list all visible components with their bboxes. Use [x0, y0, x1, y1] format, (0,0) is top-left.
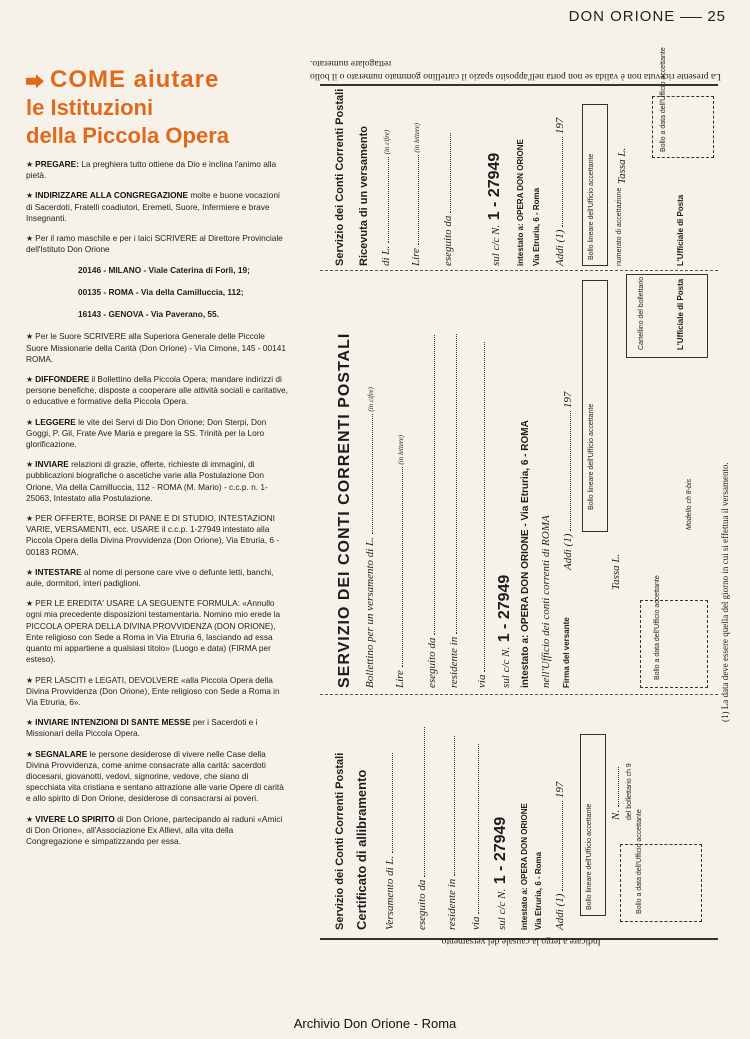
paragraph-inviare: ★ INVIARE relazioni di grazie, offerte, richieste di immagini, di pubblicazioni biografiche o ascetiche varie alla Postulazione Don Orione, Via della Camilluccia, 112 - ROMA (M. Mario) - c.c.p. n. 1-25063, Intestato alla Postulazione.: [26, 459, 268, 503]
certificato-address: Via Etruria, 6 - Roma: [534, 851, 543, 930]
receipt-numerato: numerato di accettazione: [616, 187, 623, 266]
star-icon: ★: [26, 160, 34, 169]
receipt-tassa: Tassa L.: [616, 147, 628, 184]
star-icon: ★: [26, 191, 34, 201]
archive-footer: Archivio Don Orione - Roma: [293, 1016, 457, 1031]
certificato-service: Servizio dei Conti Correnti Postali: [334, 752, 346, 930]
bollettino-tassa: Tassa L.: [610, 553, 622, 590]
bollettino-via: via: [476, 342, 488, 688]
header-section: DON ORIONE: [568, 8, 676, 25]
star-icon: ★: [26, 460, 34, 470]
bollettino-title: SERVIZIO DEI CONTI CORRENTI POSTALI: [336, 332, 353, 688]
certificato-residente: residente in: [446, 736, 458, 930]
paragraph-segnalare: ★ SEGNALARE le persone desiderose di vivere nelle Case della Divina Provvidenza, come anime consacrate alla carità: sacerdoti diocesani, giovanotti, vedovi, signorine, vedove, che siano di specchiata vita cristiana e sentano attrazione alle varie Opere di carità e allo spirito di Don Orione, desiderose di consacrarsi ai poveri.: [26, 748, 284, 804]
page-number: 25: [707, 8, 726, 25]
star-icon: ★: [26, 417, 34, 427]
star-icon: ★: [26, 567, 34, 577]
star-icon: ★: [26, 599, 34, 609]
star-icon: ★: [26, 514, 34, 524]
article-title: [26, 66, 288, 150]
paragraph-suore: ★ Per le Suore SCRIVERE alla Superiora Generale delle Piccole Suore Missionarie della Carità (Don Orione) - Via Cimone, 145 - 00141 ROMA.: [26, 331, 286, 364]
paragraph-leggere: ★ LEGGERE le vite dei Servi di Dio Don Orione; Don Sterpi, Don Goggi, P. Gil, Frate Ave Maria e pregare la SS. Trinità per la Loro glorificazione.: [26, 416, 267, 450]
receipt-intestato: intestato a: OPERA DON ORIONE: [516, 139, 525, 266]
form-bottom-note: Indicare a tergo la causale del versamento.: [439, 936, 601, 946]
page-header: [569, 8, 726, 25]
star-icon: ★: [26, 814, 34, 824]
title-line-2: le Istituzioni: [26, 95, 154, 120]
bollettino-bollo-lineare-box: [582, 280, 608, 532]
bollettino-bollo-lineare: Bollo lineare dell'Ufficio accettante: [588, 403, 595, 510]
bollettino-bollo-data-box: [640, 600, 708, 688]
paragraph-messe: ★ INVIARE INTENZIONI DI SANTE MESSE per i Sacerdoti e i Missionari della Piccola Opera.: [26, 717, 258, 739]
bollettino-bollo-data: Bollo a data dell'Ufficio accettante: [654, 575, 661, 680]
paragraph-eredita: ★ PER LE EREDITA' USARE LA SEGUENTE FORMULA: «Annullo ogni mia precedente disposizioni testamentaria. Nomino mio erede la PICCOLA OPERA DELLA DIVINA PROVVIDENZA (DON ORIONE), Ente religioso con Sede a Roma in Via Etruria 6, lasciando ad essa quanto mi appartiene a qualsiasi titolo» (Luogo e data) (FIRMA per esteso).: [26, 598, 281, 665]
address-roma: 00135 - ROMA - Via della Camilluccia, 112;: [78, 287, 244, 298]
bollettino-eseguito: eseguito da: [426, 335, 438, 688]
receipt-addi: Addì (1) 197: [554, 117, 566, 266]
bollettino-intestato: intestato a: OPERA DON ORIONE - Via Etruria, 6 - ROMA: [520, 420, 531, 688]
form-top-note: La presente ricevuta non è valida se non porta nell'apposito spazio il cartellino gommato numerato o il bollo rettagolare numerato.: [310, 58, 721, 81]
paragraph-indirizzare: ★ INDIRIZZARE ALLA CONGREGAZIONE molte e buone vocazioni di Sacerdoti, Fratelli coadiutori, Eremeti, Suore, Infermiere e brave Insegnanti.: [26, 190, 280, 223]
certificato-bollo-lineare-box: [580, 734, 606, 916]
paragraph-vivere: ★ VIVERE LO SPIRITO di Don Orione, partecipando ai raduni «Amici di Don Orione», all'Associazione Ex Allievi, alla vita della Congregazione e simpatizzando per essa.: [26, 813, 283, 846]
bollettino-ccp: sul c/c N. 1 - 27949: [496, 574, 513, 688]
certificato-eseguito: eseguito da: [416, 727, 428, 930]
receipt-amount-label: di L. (in cifre): [380, 129, 392, 266]
star-icon: ★: [26, 675, 34, 685]
certificato-bollo-data-box: [620, 844, 702, 922]
bollettino-firma: Firma del versante: [562, 617, 571, 688]
receipt-ccp: sul c/c N. 1 - 27949: [486, 152, 503, 266]
receipt-bollo-data: Bollo a data dell'Ufficio accettante: [660, 47, 667, 152]
address-genova: 16143 - GENOVA - Via Paverano, 55.: [78, 309, 219, 320]
certificato-addi: Addì (1) 197: [554, 781, 566, 930]
header-rule: [680, 17, 702, 18]
bollettino-section: [320, 270, 718, 695]
star-icon: ★: [26, 332, 34, 342]
bollettino-lire: Lire (in lettere): [394, 435, 406, 688]
paragraph-intestare: ★ INTESTARE al nome di persone care vive o defunte letti, banchi, aule, dormitori, interi padiglioni.: [26, 566, 274, 589]
address-list: [78, 265, 288, 320]
certificato-versamento: Versamento di L.: [384, 753, 396, 930]
certificato-del-bollettario: del bollettario ch 9: [626, 763, 633, 820]
certificato-n: N.: [610, 767, 622, 820]
paragraph-scrivere: ★ Per il ramo maschile e per i laici SCRIVERE al Direttore Provinciale dell'Istituto Don Orione: [26, 233, 283, 255]
certificato-bollo-data: Bollo a data dell'Ufficio accettante: [636, 809, 643, 914]
certificato-bollo-lineare: Bollo lineare dell'Ufficio accettante: [586, 803, 593, 910]
star-icon: ★: [26, 234, 34, 244]
paragraph-pregare: ★ PREGARE: La preghiera tutto ottiene da Dio e inclina l'animo alla pietà.: [26, 159, 277, 181]
receipt-eseguito-label: eseguito da: [442, 133, 454, 266]
star-icon: ★: [26, 718, 34, 728]
receipt-address: Via Etruria, 6 - Roma: [532, 187, 541, 266]
bollettino-ufficio: nell'Ufficio dei conti correnti di ROMA: [540, 515, 552, 688]
bollettino-addi: Addì (1) 197: [562, 391, 574, 570]
receipt-bollo-lineare-box: [582, 104, 608, 266]
certificato-section: [320, 694, 718, 936]
paragraph-offerte: ★ PER OFFERTE, BORSE DI PANE E DI STUDIO, INTESTAZIONI VARIE, VERSAMENTI, ecc. USARE il c.c.p. 1-27949 intestato alla Piccola Opera della Divina Provvidenza (Don Orione), Via Etruria, 6 - 00183 ROMA.: [26, 513, 280, 557]
receipt-service: Servizio dei Conti Correnti Postali: [334, 88, 346, 266]
title-line-1: COME aiutare: [50, 66, 220, 93]
certificato-title: Certificato di allibramento: [354, 769, 369, 930]
arrow-icon: [26, 74, 44, 88]
paragraph-diffondere: ★ DIFFONDERE il Bollettino della Piccola Opera; mandare indirizzi di persone benefiche, disposte a cooperare alle attività sociali e caritative, o educative e formative della Piccola Opera.: [26, 374, 288, 407]
bollettino-residente: residente in: [448, 334, 460, 688]
receipt-title: Ricevuta di un versamento: [358, 126, 370, 266]
receipt-lire-label: Lire (in lettere): [410, 123, 422, 266]
title-line-3: della Piccola Opera: [26, 123, 229, 148]
certificato-intestato: intestato a: OPERA DON ORIONE: [520, 803, 529, 930]
star-icon: ★: [26, 749, 34, 759]
bollettino-subtitle: Bollettino per un versamento di L. (in cifre): [364, 387, 376, 688]
receipt-bollo-lineare: Bollo lineare dell'Ufficio accettante: [588, 153, 595, 260]
bollettino-ufficiale: L'Ufficiale di Posta: [676, 278, 685, 350]
bollettino-cartellino: Cartellino del bollettario: [638, 276, 645, 350]
certificato-via: via: [470, 744, 482, 930]
paragraph-lasciti: ★ PER LASCITI e LEGATI, DEVOLVERE «alla Piccola Opera della Divina Provvidenza (Don Orione), Ente religioso con Sede a Roma in Via Etruria, 6».: [26, 674, 280, 707]
address-milano: 20146 - MILANO - Viale Caterina di Forlì, 19;: [78, 265, 250, 276]
bollettino-modello: Modello ch 8-bis: [686, 479, 693, 530]
receipt-ufficiale: L'Ufficiale di Posta: [676, 194, 685, 266]
form-side-note: (1) La data deve essere quella del giorno in cui si effettua il versamento.: [720, 462, 730, 722]
certificato-ccp: sul c/c N. 1 - 27949: [492, 816, 509, 930]
star-icon: ★: [26, 375, 34, 385]
left-column: [26, 66, 288, 847]
